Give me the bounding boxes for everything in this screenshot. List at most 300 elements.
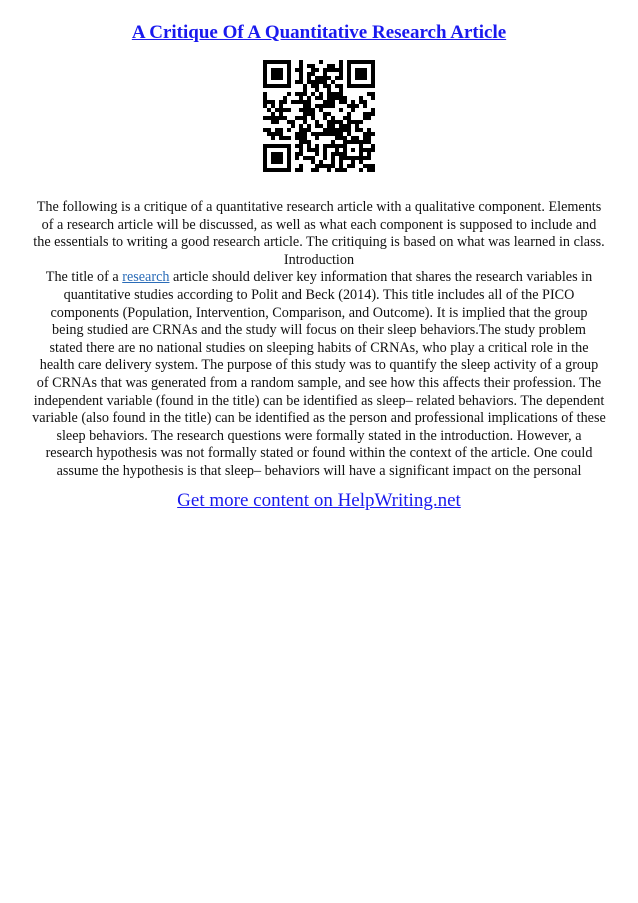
qr-module: [307, 144, 311, 148]
qr-module: [315, 164, 319, 168]
qr-module: [275, 120, 279, 124]
article-line: assume the hypothesis is that sleep– behaviors will have a significant impact on the personal: [56, 462, 582, 479]
qr-module: [283, 116, 287, 120]
qr-module: [339, 64, 343, 68]
article-line: The following is a critique of a quantitative research article with a qualitative component. Elements: [36, 199, 602, 215]
qr-module: [351, 100, 355, 104]
qr-module: [331, 144, 335, 148]
qr-module: [327, 88, 331, 92]
qr-module: [323, 104, 327, 108]
qr-module: [295, 136, 299, 140]
qr-module: [319, 96, 323, 100]
qr-module: [315, 132, 319, 136]
qr-finder-core: [355, 68, 367, 80]
qr-module: [295, 80, 299, 84]
qr-module: [279, 128, 283, 132]
qr-module: [303, 112, 307, 116]
qr-module: [311, 64, 315, 68]
qr-module: [303, 108, 307, 112]
article-line: independent variable (found in the title) can be identified as sleep– related behaviors. The dependent: [33, 392, 605, 409]
qr-module: [295, 144, 299, 148]
qr-module: [295, 132, 299, 136]
qr-module: [347, 124, 351, 128]
qr-module: [327, 164, 331, 168]
qr-module: [355, 124, 359, 128]
qr-module: [275, 108, 279, 112]
qr-module: [339, 92, 343, 96]
qr-module: [299, 128, 303, 132]
qr-module: [275, 116, 279, 120]
qr-module: [355, 128, 359, 132]
qr-module: [315, 68, 319, 72]
article-line-text: article should deliver key information that shares the research variables in: [169, 269, 593, 286]
qr-module: [323, 148, 327, 152]
qr-module: [323, 68, 327, 72]
qr-module: [303, 88, 307, 92]
qr-module: [363, 136, 367, 140]
qr-module: [327, 92, 331, 96]
qr-module: [351, 120, 355, 124]
qr-module: [311, 156, 315, 160]
qr-module: [287, 128, 291, 132]
qr-module: [367, 168, 371, 172]
qr-module: [339, 68, 343, 72]
qr-module: [339, 76, 343, 80]
qr-module: [295, 92, 299, 96]
qr-module: [339, 100, 343, 104]
qr-module: [351, 136, 355, 140]
qr-module: [311, 80, 315, 84]
qr-module: [339, 120, 343, 124]
qr-module: [279, 116, 283, 120]
qr-module: [311, 72, 315, 76]
qr-module: [331, 80, 335, 84]
article-line: research hypothesis was not formally stated or found within the context of the article. One could: [45, 445, 593, 462]
article-line: [0, 269, 638, 287]
qr-module: [331, 104, 335, 108]
qr-module: [343, 124, 347, 128]
qr-module: [331, 160, 335, 164]
qr-module: [335, 96, 339, 100]
qr-module: [299, 116, 303, 120]
qr-module: [299, 164, 303, 168]
qr-module: [295, 116, 299, 120]
qr-module: [347, 132, 351, 136]
qr-module: [315, 120, 319, 124]
qr-module: [311, 116, 315, 120]
qr-module: [331, 156, 335, 160]
qr-module: [271, 120, 275, 124]
qr-module: [319, 108, 323, 112]
qr-module: [359, 160, 363, 164]
qr-module: [299, 124, 303, 128]
qr-module: [339, 132, 343, 136]
qr-module: [335, 152, 339, 156]
qr-module: [307, 124, 311, 128]
qr-module: [271, 136, 275, 140]
qr-module: [327, 64, 331, 68]
qr-module: [303, 104, 307, 108]
qr-module: [339, 88, 343, 92]
qr-module: [275, 128, 279, 132]
qr-module: [347, 116, 351, 120]
qr-module: [287, 136, 291, 140]
page-title[interactable]: A Critique Of A Quantitative Research Article: [131, 22, 507, 43]
article-body: [0, 199, 638, 481]
qr-module: [307, 96, 311, 100]
qr-module: [363, 148, 367, 152]
qr-module: [327, 120, 331, 124]
qr-module: [271, 132, 275, 136]
qr-module: [299, 136, 303, 140]
qr-module: [315, 84, 319, 88]
qr-module: [355, 136, 359, 140]
qr-module: [323, 144, 327, 148]
qr-module: [339, 108, 343, 112]
article-line: variable (also found in the title) can be identified as the person and professional implications of these: [32, 410, 606, 427]
qr-module: [303, 116, 307, 120]
qr-module: [331, 164, 335, 168]
article-line: health care delivery system. The purpose of this study was to quantify the sleep activity of a group: [39, 357, 599, 374]
qr-module: [359, 168, 363, 172]
qr-module: [359, 120, 363, 124]
qr-module: [319, 60, 323, 64]
qr-module: [331, 96, 335, 100]
qr-module: [371, 168, 375, 172]
qr-module: [315, 144, 319, 148]
qr-module: [363, 164, 367, 168]
qr-module: [311, 68, 315, 72]
qr-module: [335, 92, 339, 96]
qr-module: [319, 104, 323, 108]
qr-module: [307, 104, 311, 108]
qr-module: [295, 68, 299, 72]
qr-module: [279, 108, 283, 112]
qr-module: [267, 128, 271, 132]
qr-module: [267, 116, 271, 120]
qr-module: [279, 132, 283, 136]
qr-module: [303, 84, 307, 88]
qr-module: [319, 164, 323, 168]
qr-module: [327, 100, 331, 104]
qr-module: [327, 96, 331, 100]
qr-module: [299, 168, 303, 172]
qr-module: [299, 144, 303, 148]
qr-module: [311, 108, 315, 112]
qr-module: [271, 104, 275, 108]
qr-module: [299, 152, 303, 156]
qr-module: [307, 112, 311, 116]
qr-module: [371, 92, 375, 96]
qr-module: [267, 100, 271, 104]
qr-module: [327, 104, 331, 108]
qr-module: [371, 96, 375, 100]
qr-module: [327, 84, 331, 88]
qr-module: [339, 128, 343, 132]
qr-module: [335, 148, 339, 152]
qr-module: [327, 144, 331, 148]
qr-module: [323, 112, 327, 116]
qr-module: [315, 88, 319, 92]
qr-module: [279, 104, 283, 108]
qr-module: [363, 100, 367, 104]
qr-module: [331, 124, 335, 128]
qr-module: [327, 168, 331, 172]
qr-module: [363, 140, 367, 144]
qr-module: [367, 164, 371, 168]
article-line: being studied are CRNAs and the study will focus on their sleep behaviors.The study problem: [52, 322, 586, 339]
qr-module: [347, 120, 351, 124]
qr-module: [331, 128, 335, 132]
qr-module: [339, 96, 343, 100]
qr-module: [367, 148, 371, 152]
qr-module: [279, 112, 283, 116]
qr-module: [367, 152, 371, 156]
qr-module: [303, 92, 307, 96]
qr-module: [303, 156, 307, 160]
qr-module: [355, 120, 359, 124]
qr-module: [327, 68, 331, 72]
qr-module: [339, 124, 343, 128]
qr-module: [371, 108, 375, 112]
qr-module: [319, 160, 323, 164]
qr-module: [371, 112, 375, 116]
qr-module: [327, 124, 331, 128]
qr-module: [283, 100, 287, 104]
qr-module: [263, 92, 267, 96]
qr-module: [319, 92, 323, 96]
qr-module: [299, 148, 303, 152]
qr-module: [291, 124, 295, 128]
qr-module: [323, 116, 327, 120]
article-line: sleep behaviors. The research questions were formally stated in the introduction. However, a: [56, 427, 582, 444]
qr-module: [307, 76, 311, 80]
qr-module: [299, 132, 303, 136]
qr-module: [339, 84, 343, 88]
qr-module: [323, 80, 327, 84]
article-line: of CRNAs that was generated from a random sample, and see how this affects their profession. The: [36, 374, 602, 391]
qr-module: [299, 140, 303, 144]
qr-module: [315, 104, 319, 108]
qr-module: [267, 108, 271, 112]
qr-module: [335, 128, 339, 132]
qr-module: [343, 116, 347, 120]
qr-module: [287, 108, 291, 112]
qr-module: [359, 96, 363, 100]
qr-module: [299, 100, 303, 104]
qr-module: [323, 100, 327, 104]
qr-module: [315, 96, 319, 100]
qr-module: [299, 68, 303, 72]
qr-module: [319, 124, 323, 128]
qr-module: [323, 76, 327, 80]
qr-module: [299, 108, 303, 112]
qr-module: [271, 100, 275, 104]
qr-module: [311, 168, 315, 172]
qr-module: [331, 140, 335, 144]
qr-module: [339, 168, 343, 172]
qr-module: [307, 156, 311, 160]
qr-module: [299, 80, 303, 84]
qr-finder-core: [271, 68, 283, 80]
qr-module: [307, 148, 311, 152]
qr-module: [291, 100, 295, 104]
qr-module: [331, 64, 335, 68]
article-line: of a research article will be discussed, as well as what each component is supposed to include and: [41, 216, 597, 233]
qr-module: [363, 116, 367, 120]
qr-module: [335, 132, 339, 136]
research-link[interactable]: research: [122, 269, 170, 286]
article-line: components (Population, Intervention, Comparison, and Outcome). It is implied that the group: [50, 304, 588, 321]
qr-module: [323, 72, 327, 76]
qr-module: [307, 72, 311, 76]
qr-module: [307, 108, 311, 112]
qr-module: [367, 156, 371, 160]
qr-module: [323, 128, 327, 132]
qr-module: [367, 136, 371, 140]
qr-module: [323, 132, 327, 136]
qr-module: [311, 148, 315, 152]
qr-module: [303, 140, 307, 144]
qr-module: [343, 96, 347, 100]
qr-module: [335, 84, 339, 88]
article-line: Introduction: [283, 251, 355, 268]
qr-module: [263, 96, 267, 100]
qr-module: [339, 152, 343, 156]
qr-module: [315, 124, 319, 128]
qr-module: [331, 68, 335, 72]
qr-module: [359, 100, 363, 104]
qr-module: [351, 160, 355, 164]
qr-module: [363, 132, 367, 136]
qr-module: [299, 76, 303, 80]
qr-module: [307, 80, 311, 84]
qr-module: [311, 84, 315, 88]
qr-module: [335, 68, 339, 72]
qr-module: [311, 92, 315, 96]
qr-module: [351, 104, 355, 108]
qr-module: [371, 144, 375, 148]
qr-module: [343, 100, 347, 104]
qr-module: [283, 108, 287, 112]
qr-module: [295, 168, 299, 172]
qr-module: [299, 60, 303, 64]
qr-module: [299, 92, 303, 96]
qr-module: [331, 100, 335, 104]
qr-module: [367, 92, 371, 96]
qr-module: [355, 104, 359, 108]
qr-module: [315, 152, 319, 156]
qr-module: [295, 156, 299, 160]
qr-module: [303, 120, 307, 124]
qr-module: [303, 136, 307, 140]
get-more-content-link[interactable]: Get more content on HelpWriting.net: [177, 490, 461, 511]
qr-module: [347, 104, 351, 108]
qr-module: [307, 128, 311, 132]
qr-code-icon: [263, 60, 375, 172]
article-line-text: The title of a: [45, 269, 123, 286]
qr-module: [331, 132, 335, 136]
qr-module: [263, 100, 267, 104]
qr-module: [263, 104, 267, 108]
qr-module: [343, 128, 347, 132]
qr-module: [339, 156, 343, 160]
qr-module: [303, 128, 307, 132]
qr-module: [363, 112, 367, 116]
qr-module: [283, 96, 287, 100]
qr-module: [347, 112, 351, 116]
qr-module: [359, 128, 363, 132]
qr-module: [271, 116, 275, 120]
qr-module: [339, 144, 343, 148]
qr-module: [287, 92, 291, 96]
qr-module: [303, 132, 307, 136]
qr-code-graphic: [263, 60, 375, 172]
qr-module: [299, 96, 303, 100]
qr-module: [303, 100, 307, 104]
qr-module: [323, 84, 327, 88]
qr-module: [335, 144, 339, 148]
qr-module: [283, 136, 287, 140]
qr-module: [327, 128, 331, 132]
qr-module: [287, 120, 291, 124]
qr-module: [335, 136, 339, 140]
qr-align-core: [351, 148, 355, 152]
qr-module: [319, 80, 323, 84]
qr-module: [279, 136, 283, 140]
qr-module: [267, 132, 271, 136]
qr-module: [347, 164, 351, 168]
qr-module: [347, 128, 351, 132]
qr-module: [323, 152, 327, 156]
qr-module: [315, 76, 319, 80]
qr-module: [307, 140, 311, 144]
qr-module: [263, 128, 267, 132]
qr-module: [311, 132, 315, 136]
qr-module: [371, 132, 375, 136]
qr-module: [335, 120, 339, 124]
qr-module: [371, 148, 375, 152]
qr-module: [315, 80, 319, 84]
qr-module: [307, 100, 311, 104]
qr-module: [339, 136, 343, 140]
qr-module: [363, 104, 367, 108]
qr-module: [343, 136, 347, 140]
qr-module: [331, 120, 335, 124]
article-line: the essentials to writing a good research article. The critiquing is based on what was learned in class.: [33, 234, 605, 251]
qr-module: [299, 72, 303, 76]
article-line: stated there are no national studies on sleeping habits of CRNAs, who play a critical role in the: [49, 339, 589, 356]
qr-module: [367, 128, 371, 132]
qr-module: [279, 100, 283, 104]
qr-module: [291, 120, 295, 124]
qr-module: [263, 116, 267, 120]
qr-module: [315, 148, 319, 152]
qr-module: [295, 100, 299, 104]
qr-module: [299, 64, 303, 68]
qr-module: [331, 116, 335, 120]
qr-module: [323, 164, 327, 168]
qr-module: [339, 72, 343, 76]
qr-module: [275, 132, 279, 136]
qr-module: [311, 112, 315, 116]
qr-module: [311, 160, 315, 164]
qr-module: [351, 108, 355, 112]
qr-module: [363, 156, 367, 160]
article-line: quantitative studies according to Polit and Beck (2014). This title includes all of the PICO: [63, 286, 575, 303]
qr-module: [351, 164, 355, 168]
qr-module: [339, 60, 343, 64]
